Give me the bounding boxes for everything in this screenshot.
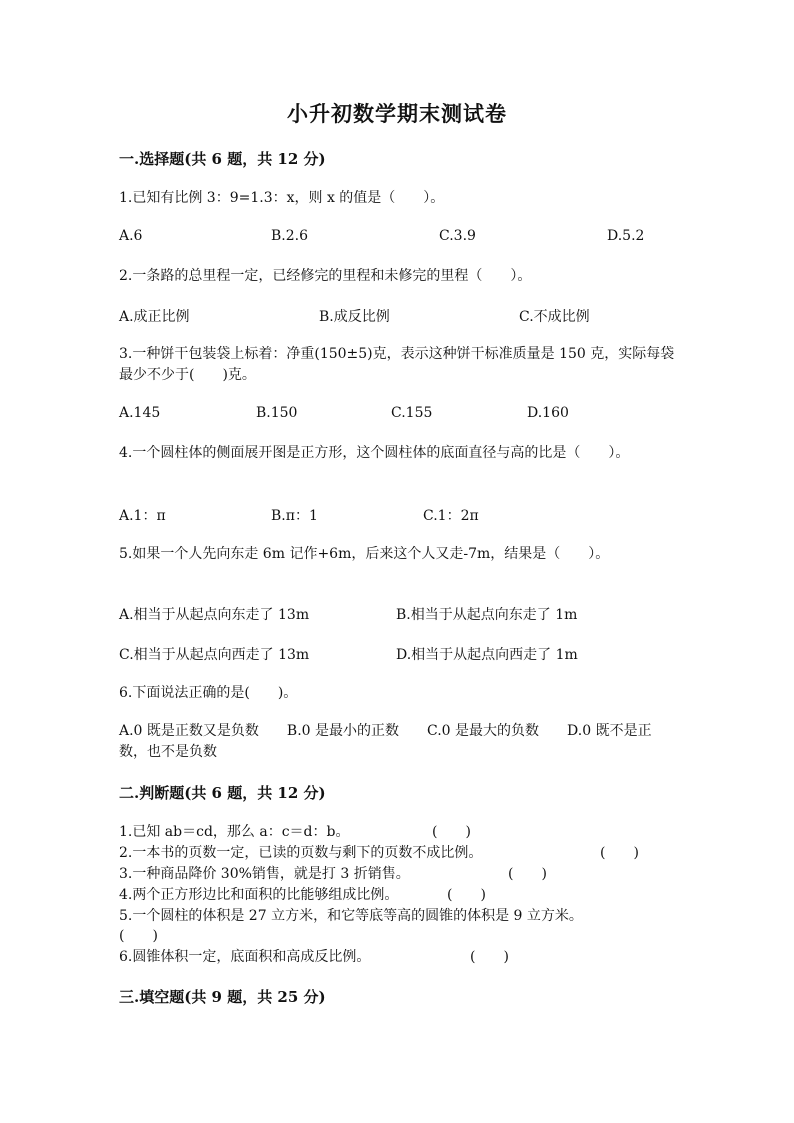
option-a: A.成正比例	[119, 309, 190, 325]
option-d: D.相当于从起点向西走了 1m	[396, 647, 578, 663]
option-d: D.5.2	[607, 228, 645, 244]
judge-item: 5.一个圆柱的体积是 27 立方米，和它等底等高的圆锥的体积是 9 立方米。	[119, 908, 583, 924]
option-b: B.相当于从起点向东走了 1m	[396, 607, 578, 623]
option-c: C.3.9	[439, 228, 476, 244]
judge-blank: ( )	[600, 845, 639, 861]
option-c: C.不成比例	[519, 309, 590, 325]
option-b: B.2.6	[271, 228, 309, 244]
option-a: A.相当于从起点向东走了 13m	[119, 607, 310, 623]
option-b: B.π：1	[271, 508, 318, 524]
section-heading-judge: 二.判断题(共 6 题，共 12 分)	[119, 784, 326, 802]
judge-item: 2.一本书的页数一定，已读的页数与剩下的页数不成比例。	[119, 845, 483, 861]
judge-item: 4.两个正方形边比和面积的比能够组成比例。	[119, 887, 399, 903]
option-a: A.145	[119, 405, 161, 421]
option-b: B.150	[256, 405, 298, 421]
question-stem: 4.一个圆柱体的侧面展开图是正方形，这个圆柱体的底面直径与高的比是（ ）。	[119, 445, 630, 461]
option-c: C.相当于从起点向西走了 13m	[119, 647, 310, 663]
question-stem: 5.如果一个人先向东走 6m 记作+6m，后来这个人又走-7m，结果是（ ）。	[119, 546, 610, 562]
judge-item: 6.圆锥体积一定，底面积和高成反比例。	[119, 949, 371, 965]
option-d: D.160	[527, 405, 569, 421]
section-heading-fill: 三.填空题(共 9 题，共 25 分)	[119, 988, 326, 1006]
option-c: C.1：2π	[423, 508, 479, 524]
judge-blank: ( )	[119, 928, 158, 944]
judge-blank: ( )	[447, 887, 486, 903]
judge-blank: ( )	[470, 949, 509, 965]
judge-blank: ( )	[432, 824, 471, 840]
question-stem: 2.一条路的总里程一定，已经修完的里程和未修完的里程（ ）。	[119, 268, 532, 284]
judge-item: 3.一种商品降价 30%销售，就是打 3 折销售。	[119, 866, 410, 882]
question-stem: 6.下面说法正确的是( )。	[119, 685, 298, 701]
option-a: A.6	[119, 228, 143, 244]
option-b: B.成反比例	[319, 309, 390, 325]
option-c: C.155	[391, 405, 433, 421]
question-stem: 3.一种饼干包装袋上标着：净重(150±5)克，表示这种饼干标准质量是 150 克，实际每袋最少不少于( )克。	[119, 346, 675, 383]
question-stem: 1.已知有比例 3：9=1.3：x，则 x 的值是（ ）。	[119, 190, 445, 206]
section-heading-choice: 一.选择题(共 6 题，共 12 分)	[119, 150, 326, 168]
option-a: A.1：π	[119, 508, 166, 524]
options-block: A.0 既是正数又是负数 B.0 是最小的正数 C.0 是最大的负数 D.0 既不是正数，也不是负数	[119, 723, 652, 760]
judge-blank: ( )	[508, 866, 547, 882]
page-title: 小升初数学期末测试卷	[287, 101, 507, 126]
judge-item: 1.已知 ab＝cd，那么 a：c＝d：b。	[119, 824, 350, 840]
